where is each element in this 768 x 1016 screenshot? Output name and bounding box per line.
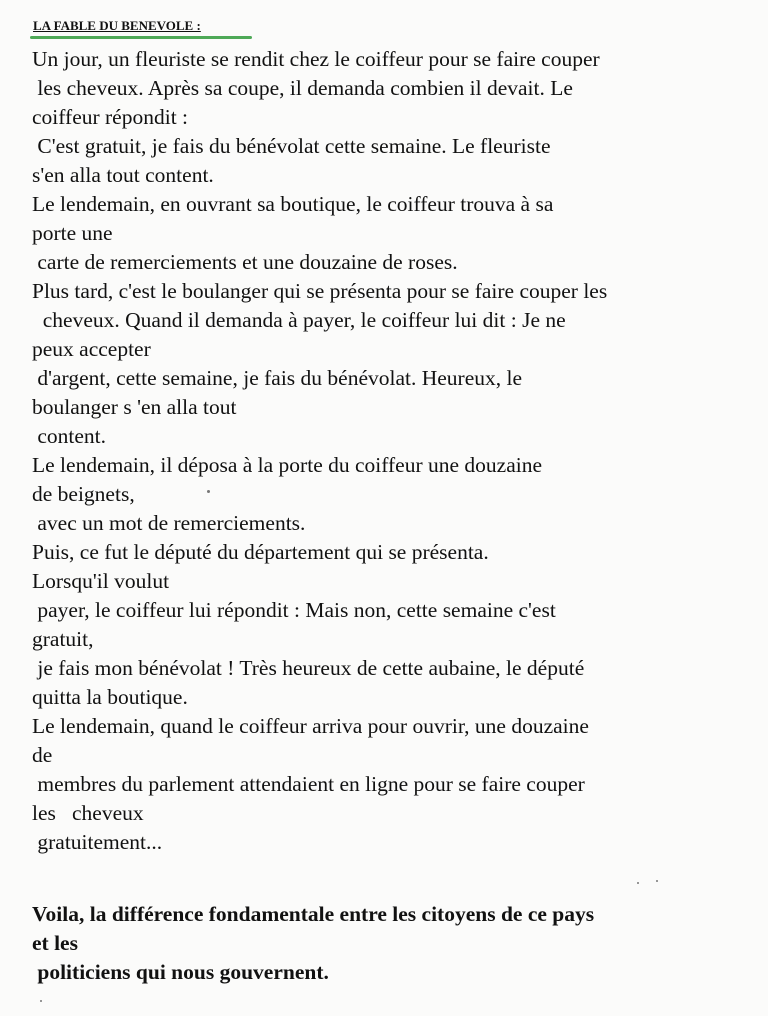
- body-line: Plus tard, c'est le boulanger qui se présenta pour se faire couper les: [32, 279, 608, 303]
- body-line: de: [32, 743, 53, 767]
- body-line: carte de remerciements et une douzaine de roses.: [32, 250, 458, 274]
- body-line: content.: [32, 424, 107, 448]
- scan-speck: [40, 1000, 42, 1002]
- body-line: gratuitement...: [32, 830, 163, 854]
- body-line: d'argent, cette semaine, je fais du bénévolat. Heureux, le: [32, 366, 523, 390]
- conclusion-line: Voila, la différence fondamentale entre les citoyens de ce pays: [32, 902, 595, 926]
- body-line: les cheveux. Après sa coupe, il demanda combien il devait. Le: [32, 76, 573, 100]
- body-line: s'en alla tout content.: [32, 163, 214, 187]
- body-line: cheveux. Quand il demanda à payer, le coiffeur lui dit : Je ne: [32, 308, 566, 332]
- scan-speck: [637, 882, 639, 884]
- body-line: Puis, ce fut le député du département qui se présenta.: [32, 540, 489, 564]
- scan-speck: [656, 880, 658, 882]
- body-line: Le lendemain, il déposa à la porte du coiffeur une douzaine: [32, 453, 543, 477]
- body-line: Un jour, un fleuriste se rendit chez le coiffeur pour se faire couper: [32, 47, 600, 71]
- body-line: peux accepter: [32, 337, 151, 361]
- body-line: gratuit,: [32, 627, 94, 651]
- fable-conclusion: [32, 900, 757, 987]
- scan-speck: [207, 490, 210, 493]
- conclusion-line: et les: [32, 931, 78, 955]
- body-line: je fais mon bénévolat ! Très heureux de cette aubaine, le député: [32, 656, 585, 680]
- body-line: de beignets,: [32, 482, 135, 506]
- fable-title: LA FABLE DU BENEVOLE :: [33, 18, 201, 33]
- body-line: C'est gratuit, je fais du bénévolat cette semaine. Le fleuriste: [32, 134, 551, 158]
- conclusion-line: politiciens qui nous gouvernent.: [32, 960, 329, 984]
- body-line: membres du parlement attendaient en ligne pour se faire couper: [32, 772, 585, 796]
- body-line: Le lendemain, en ouvrant sa boutique, le coiffeur trouva à sa: [32, 192, 554, 216]
- fable-body: [32, 45, 757, 857]
- body-line: avec un mot de remerciements.: [32, 511, 306, 535]
- body-line: les cheveux: [32, 801, 144, 825]
- body-line: Le lendemain, quand le coiffeur arriva pour ouvrir, une douzaine: [32, 714, 589, 738]
- body-line: coiffeur répondit :: [32, 105, 189, 129]
- body-line: Lorsqu'il voulut: [32, 569, 170, 593]
- body-line: payer, le coiffeur lui répondit : Mais non, cette semaine c'est: [32, 598, 556, 622]
- body-line: porte une: [32, 221, 113, 245]
- body-line: boulanger s 'en alla tout: [32, 395, 237, 419]
- body-line: quitta la boutique.: [32, 685, 188, 709]
- title-highlight-mark: [30, 36, 252, 39]
